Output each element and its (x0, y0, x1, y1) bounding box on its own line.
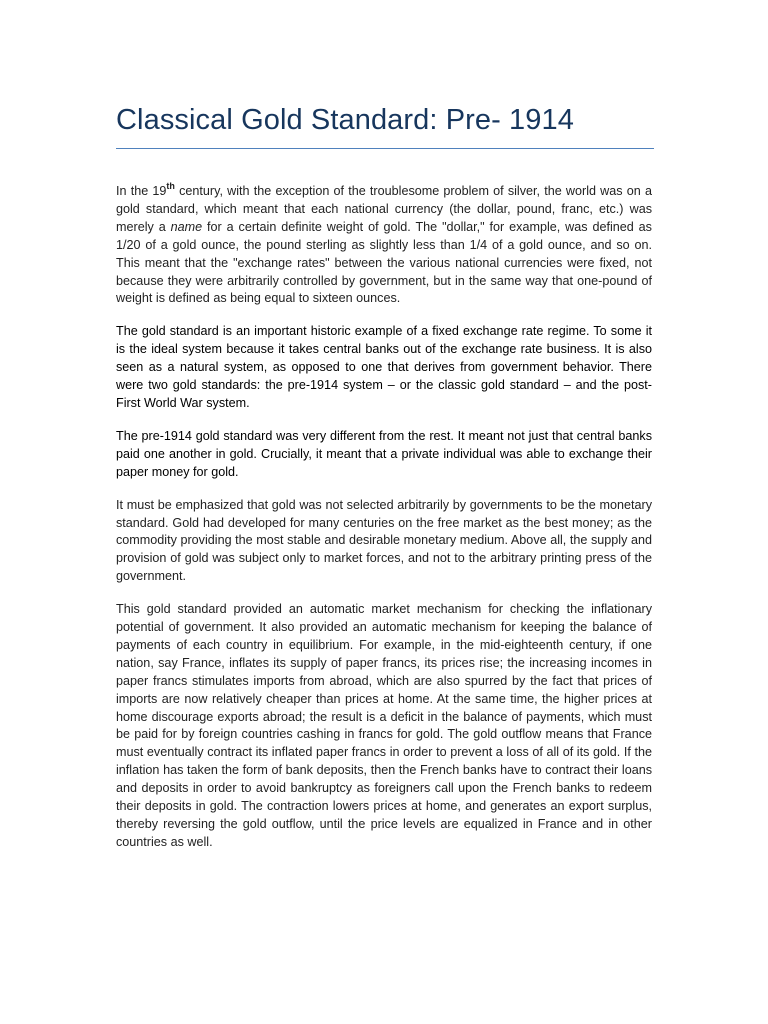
page-title: Classical Gold Standard: Pre- 1914 (116, 104, 574, 136)
paragraph-pre-1914: The pre-1914 gold standard was very different from the rest. It meant not just that central banks paid one another in gold. Crucially, it meant that a private individual was able to exchange their paper money for gold. (116, 428, 652, 479)
emphasized-word: name (170, 219, 203, 234)
paragraph-intro-text-c: for a certain definite weight of gold. The "dollar," for example, was defined as 1/20 of a gold ounce, the pound sterling as slightly less than 1/4 of a gold ounce, and so on. This meant that the "exchange rates" between the various national currencies were fixed, not because they were arbitrarily controlled by government, but in the same way that one-pound of weight is defined as being equal to sixteen ounces. (116, 219, 652, 306)
ordinal-suffix: th (166, 180, 175, 191)
document-body (116, 180, 652, 867)
paragraph-intro (116, 180, 652, 308)
paragraph-intro-text-a: In the 19 (116, 184, 167, 198)
title-underline (116, 148, 654, 149)
paragraph-gold-selection: It must be emphasized that gold was not selected arbitrarily by governments to be the monetary standard. Gold had developed for many centuries on the free market as the best money; as the commodity providing the most stable and desirable monetary medium. Above all, the supply and provision of gold was subject only to market forces, and not to the arbitrary printing press of the government. (116, 497, 652, 584)
paragraph-intro-text-b: century, with the exception of the troublesome problem of silver, the world was on a gold standard, which meant that each national currency (the dollar, pound, franc, etc.) was merely a (116, 184, 652, 234)
paragraph-market-mechanism: This gold standard provided an automatic market mechanism for checking the inflationary potential of government. It also provided an automatic mechanism for keeping the balance of payments of each country in equilibrium. For example, in the mid-eighteenth century, if one nation, say France, inflates its supply of paper francs, its prices rise; the increasing incomes in paper francs stimulates imports from abroad, which are also spurred by the fact that prices of imports are now relatively cheaper than prices at home. At the same time, the higher prices at home discourage exports abroad; the result is a deficit in the balance of payments, which must be paid for by foreign countries cashing in francs for gold. The gold outflow means that France must eventually contract its inflated paper francs in order to prevent a loss of all of its gold. If the inflation has taken the form of bank deposits, then the French banks have to contract their loans and deposits in order to avoid bankruptcy as foreigners call upon the French banks to redeem their deposits in gold. The contraction lowers prices at home, and generates an export surplus, thereby reversing the gold outflow, until the price levels are equalized in France and in other countries as well. (116, 602, 652, 849)
paragraph-fixed-exchange: The gold standard is an important historic example of a fixed exchange rate regime. To some it is the ideal system because it takes central banks out of the exchange rate business. It is also seen as a natural system, as opposed to one that derives from government behavior. There were two gold standards: the pre-1914 system – or the classic gold standard – and the post-First World War system. (116, 324, 652, 410)
